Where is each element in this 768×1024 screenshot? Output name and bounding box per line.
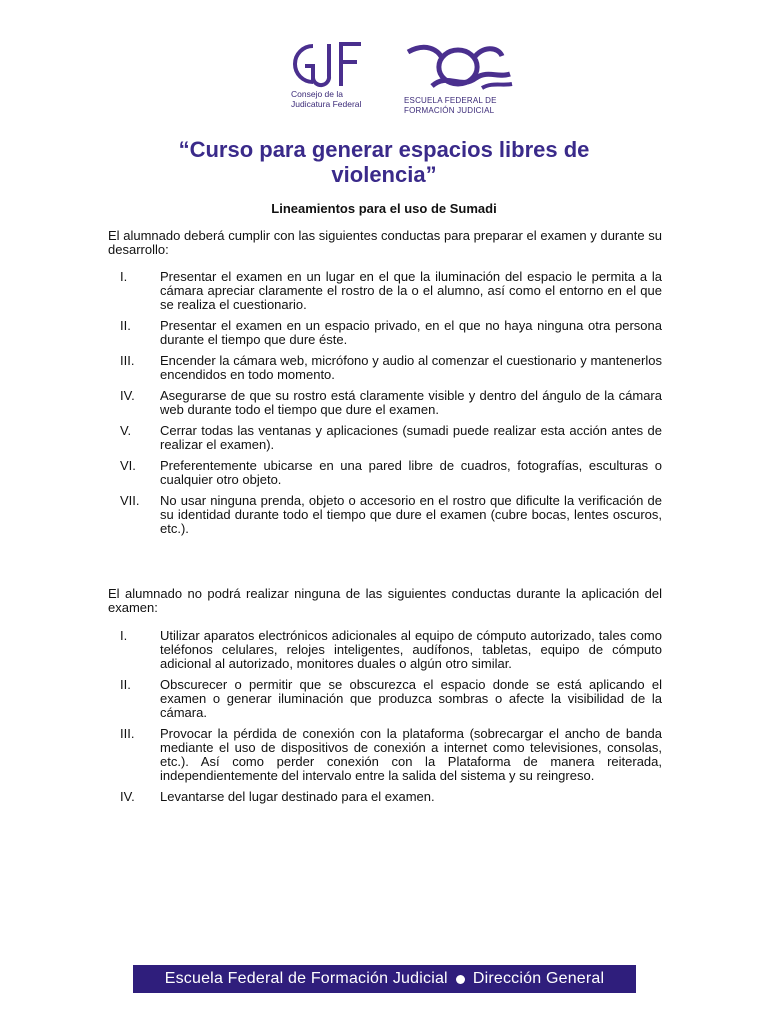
list-item-text: Presentar el examen en un lugar en el que la iluminación del espacio le permita a la cámara apreciar claramente el rostro de la o el alumno, así como el entorno en el que se realiza el cuestionario.	[160, 269, 662, 312]
list-item	[108, 629, 662, 671]
cjf-caption	[291, 89, 381, 109]
list-item-text: Levantarse del lugar destinado para el examen.	[160, 789, 435, 804]
efj-caption	[404, 96, 524, 116]
list-item-number	[108, 790, 156, 804]
list-item	[108, 494, 662, 536]
list-item-text: Provocar la pérdida de conexión con la plataforma (sobrecargar el ancho de banda mediante el uso de dispositivos de conexión a internet como televisiones, consolas, etc.). Así como perder conexión con la Plataforma de manera reiterada, independientemente del intervalo entre la salida del sistema y su reingreso.	[160, 726, 662, 783]
list-item-text: Utilizar aparatos electrónicos adicionales al equipo de cómputo autorizado, tales como teléfonos celulares, relojes inteligentes, audífonos, tabletas, equipo de cómputo adicional al autorizado, monitores duales o algún otro similar.	[160, 628, 662, 671]
efj-caption-line2: FORMACIÓN JUDICIAL	[404, 106, 495, 115]
list-item-number-text: IV.	[120, 388, 135, 403]
list-item-number	[108, 270, 156, 284]
list-item-number	[108, 727, 156, 741]
cjf-logo	[285, 40, 375, 118]
list-item-number	[108, 424, 156, 438]
list-item	[108, 270, 662, 312]
list-item-text: No usar ninguna prenda, objeto o accesorio en el rostro que dificulte la verificación de su identidad durante todo el tiempo que dure el examen (cubre bocas, lentes oscuros, etc.).	[160, 493, 662, 536]
list-item-number-text: VII.	[120, 493, 140, 508]
list-item	[108, 424, 662, 452]
list-item-number-text: I.	[120, 269, 128, 284]
list-item-text: Preferentemente ubicarse en una pared libre de cuadros, fotografías, esculturas o cualquier otro objeto.	[160, 458, 662, 487]
list-item-number	[108, 494, 156, 508]
efj-logo	[402, 42, 522, 118]
section2-intro: El alumnado no podrá realizar ninguna de las siguientes conductas durante la aplicación del examen:	[108, 586, 662, 615]
section1-intro: El alumnado deberá cumplir con las siguientes conductas para preparar el examen y durante su desarrollo:	[108, 228, 662, 257]
list-item	[108, 389, 662, 417]
list-item-text: Obscurecer o permitir que se obscurezca el espacio donde se está aplicando el examen o generar iluminación que produzca sombras o afecte la visibilidad de la cámara.	[160, 677, 662, 720]
list-item-number-text: IV.	[120, 789, 135, 804]
list-item-text: Cerrar todas las ventanas y aplicaciones (sumadi puede realizar esta acción antes de realizar el examen).	[160, 423, 662, 452]
footer-dot-icon	[456, 975, 465, 984]
footer-school: Escuela Federal de Formación Judicial	[164, 970, 448, 987]
list-item-number-text: II.	[120, 318, 131, 333]
list-item-number-text: VI.	[120, 458, 136, 473]
cjf-logo-mark	[285, 40, 365, 90]
list-item-number	[108, 389, 156, 403]
header-logos	[0, 40, 768, 120]
list-item-number-text: V.	[120, 423, 132, 438]
list-item-number	[108, 319, 156, 333]
cjf-caption-line1: Consejo de la	[291, 89, 343, 99]
footer-banner	[133, 965, 636, 993]
cjf-caption-line2: Judicatura Federal	[291, 99, 362, 109]
list-item-text: Encender la cámara web, micrófono y audio al comenzar el cuestionario y mantenerlos encendidos en todo momento.	[160, 353, 662, 382]
list-item-text: Asegurarse de que su rostro está claramente visible y dentro del ángulo de la cámara web durante todo el tiempo que dure el examen.	[160, 388, 662, 417]
list-item-number-text: I.	[120, 628, 128, 643]
list-item-number	[108, 678, 156, 692]
list-item-number-text: III.	[120, 353, 135, 368]
list-item	[108, 459, 662, 487]
document-subtitle: Lineamientos para el uso de Sumadi	[271, 201, 497, 216]
efj-logo-mark	[402, 42, 514, 92]
document-title: “Curso para generar espacios libres de violencia”	[178, 137, 590, 187]
section2-list	[108, 629, 662, 811]
efj-caption-line1: ESCUELA FEDERAL DE	[404, 96, 497, 105]
list-item	[108, 678, 662, 720]
list-item	[108, 727, 662, 783]
footer-direction: Dirección General	[472, 970, 605, 987]
list-item-number	[108, 354, 156, 368]
list-item-text: Presentar el examen en un espacio privado, en el que no haya ninguna otra persona durante el tiempo que dure éste.	[160, 318, 662, 347]
list-item	[108, 354, 662, 382]
list-item	[108, 319, 662, 347]
list-item-number-text: III.	[120, 726, 135, 741]
section1-list	[108, 270, 662, 543]
list-item-number	[108, 629, 156, 643]
list-item	[108, 790, 662, 804]
list-item-number-text: II.	[120, 677, 131, 692]
list-item-number	[108, 459, 156, 473]
